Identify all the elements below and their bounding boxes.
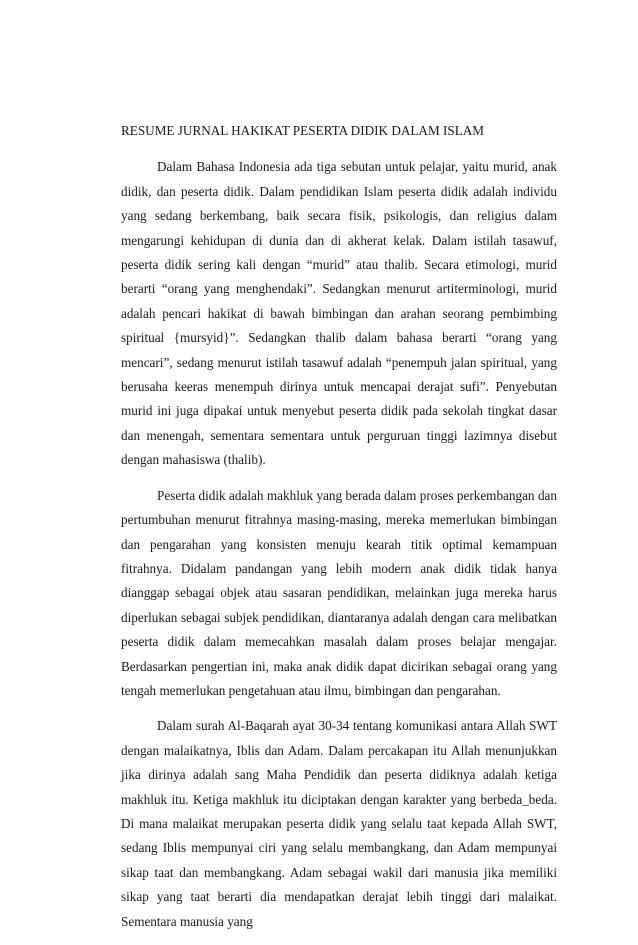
paragraph-3: Dalam surah Al-Baqarah ayat 30-34 tentang komunikasi antara Allah SWT dengan malaikatnya, Iblis dan Adam. Dalam percakapan itu Allah menunjukkan jika dirinya adalah sang Maha Pendidik dan peserta didiknya adalah ketiga makhluk itu. Ketiga makhluk itu diciptakan dengan karakter yang berbeda_beda. Di mana malaikat merupakan peserta didik yang selalu taat kepada Allah SWT, sedang Iblis mempunyai ciri yang selalu membangkang, dan Adam mempunyai sikap taat dan membangkang. Adam sebagai wakil dari manusia jika memiliki sikap yang taat berarti dia mendapatkan derajat lebih tinggi dari malaikat. Sementara manusia yang [121, 718, 557, 929]
paragraph-2: Peserta didik adalah makhluk yang berada dalam proses perkembangan dan pertumbuhan menurut fitrahnya masing-masing, mereka memerlukan bimbingan dan pengarahan yang konsisten menuju kearah titik optimal kemampuan fitrahnya. Didalam pandangan yang lebih modern anak didik tidak hanya dianggap sebagai objek atau sasaran pendidikan, melainkan juga mereka harus diperlukan sebagai subjek pendidikan, diantaranya adalah dengan cara melibatkan peserta didik dalam memecahkan masalah dalam proses belajar mengajar. Berdasarkan pengertian ini, maka anak didik dapat dicirikan sebagai orang yang tengah memerlukan pengetahuan atau ilmu, bimbingan dan pengarahan. [121, 487, 557, 698]
document-body [121, 119, 557, 945]
document-title: RESUME JURNAL HAKIKAT PESERTA DIDIK DALAM ISLAM [121, 123, 485, 138]
paragraph-1: Dalam Bahasa Indonesia ada tiga sebutan untuk pelajar, yaitu murid, anak didik, dan peserta didik. Dalam pendidikan Islam peserta didik adalah individu yang sedang berkembang, baik secara fisik, psikologis, dan religius dalam mengarungi kehidupan di dunia dan di akherat kelak. Dalam istilah tasawuf, peserta didik sering kali dengan “murid” atau thalib. Secara etimologi, murid berarti “orang yang menghendaki”. Sedangkan menurut artiterminologi, murid adalah pencari hakikat di bawah bimbingan dan arahan seorang pembimbing spiritual {mursyid}”. Sedangkan thalib dalam bahasa berarti “orang yang mencari”, sedang menurut istilah tasawuf adalah “penempuh jalan spiritual, yang berusaha keeras menempuh dirinya untuk mencapai derajat sufi”. Penyebutan murid ini juga dipakai untuk menyebut peserta didik pada sekolah tingkat dasar dan menengah, sementara sementara untuk perguruan tinggi lazimnya disebut dengan mahasiswa (thalib). [121, 159, 557, 468]
